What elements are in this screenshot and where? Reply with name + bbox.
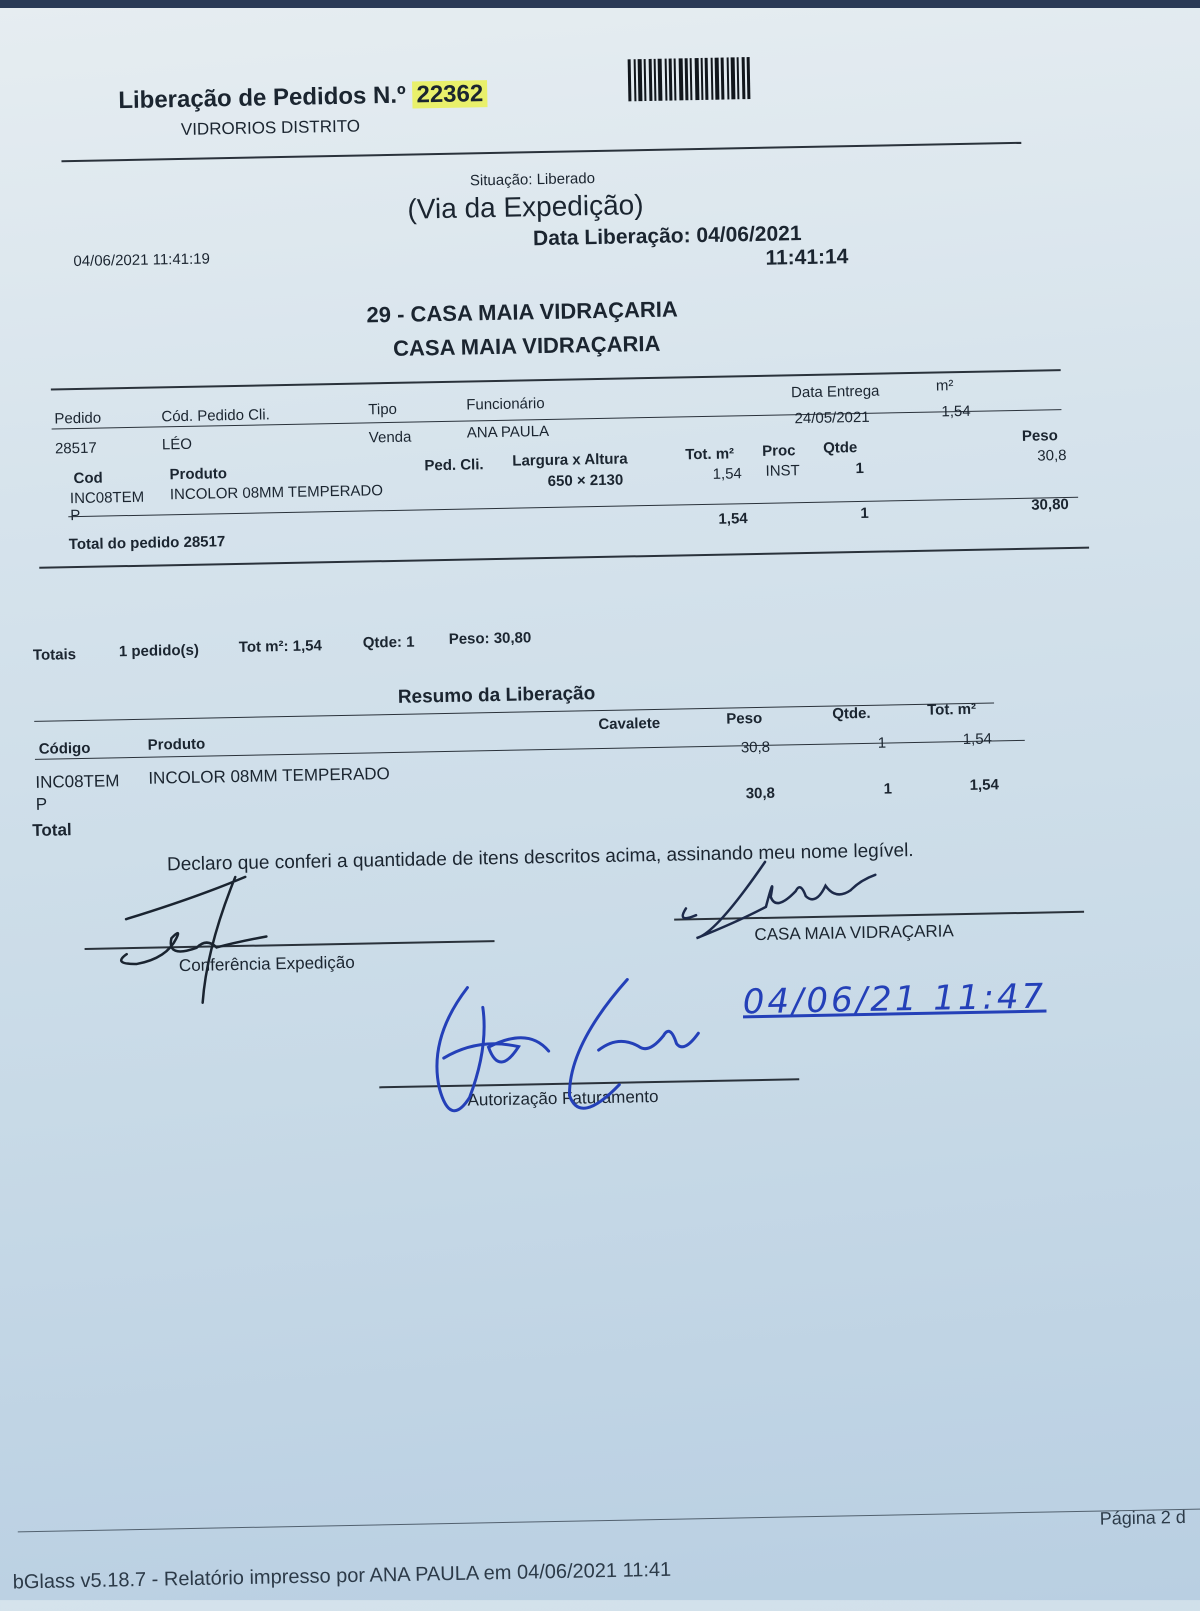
summary-total-tot-m2: 1,54 <box>969 776 999 794</box>
summary-codigo-line1: INC08TEM <box>35 771 120 792</box>
client-name-line2: CASA MAIA VIDRAÇARIA <box>392 330 661 361</box>
item-produto: INCOLOR 08MM TEMPERADO <box>169 482 384 504</box>
row-m2: 1,54 <box>941 402 971 421</box>
item-col-produto: Produto <box>169 465 228 484</box>
summary-qtde: 1 <box>877 734 887 752</box>
row-funcionario: ANA PAULA <box>466 422 550 442</box>
col-m2: m² <box>935 377 954 395</box>
item-cod-line1: INC08TEM <box>69 488 145 508</box>
footer-rule <box>18 1508 1200 1532</box>
summary-col-cavalete: Cavalete <box>598 714 661 734</box>
row-data-entrega: 24/05/2021 <box>794 408 870 428</box>
item-col-tot-m2: Tot. m² <box>685 445 735 464</box>
summary-codigo-line2: P <box>35 794 48 814</box>
client-name-line1: 29 - CASA MAIA VIDRAÇARIA <box>366 296 678 328</box>
col-cod-pedido-cli: Cód. Pedido Cli. <box>161 406 270 426</box>
summary-col-tot-m2: Tot. m² <box>927 700 977 719</box>
faturamento-signature-scribble <box>407 973 730 1139</box>
item-qtde: 1 <box>855 459 865 478</box>
faturamento-label: Autorização Faturamento <box>467 1086 659 1110</box>
summary-produto: INCOLOR 08MM TEMPERADO <box>148 764 390 788</box>
item-col-cod: Cod <box>73 469 103 488</box>
summary-total-label: Total <box>32 820 72 840</box>
conferencia-label: Conferência Expedição <box>178 952 355 976</box>
summary-tot-m2: 1,54 <box>962 730 993 749</box>
barcode <box>628 56 794 101</box>
conferencia-signature-scribble <box>105 866 308 1010</box>
summary-col-peso: Peso <box>726 709 763 728</box>
totals-tot-m2: Tot m²: 1,54 <box>238 637 323 656</box>
summary-peso: 30,8 <box>740 738 771 757</box>
totals-pedidos: 1 pedido(s) <box>118 641 200 661</box>
item-col-largura-altura: Largura x Altura <box>512 450 628 470</box>
release-date: Data Liberação: 04/06/2021 <box>532 222 802 251</box>
page-number: Página 2 d <box>1099 1506 1186 1529</box>
handwritten-date: 04/06/21 11:47 <box>742 976 1047 1023</box>
summary-total-qtde: 1 <box>883 780 893 798</box>
order-total-qtde: 1 <box>860 504 869 522</box>
item-dimensions: 650 × 2130 <box>547 471 624 490</box>
item-col-peso: Peso <box>1021 427 1058 445</box>
order-total-peso: 30,80 <box>1031 495 1069 514</box>
copy-label: (Via da Expedição) <box>407 189 644 225</box>
summary-total-peso: 30,8 <box>745 784 776 803</box>
item-proc: INST <box>765 462 800 480</box>
item-tot-m2: 1,54 <box>712 465 742 483</box>
item-col-proc: Proc <box>762 442 796 460</box>
row-pedido: 28517 <box>54 439 97 458</box>
totals-label: Totais <box>32 646 77 664</box>
title-text: Liberação de Pedidos N.º <box>118 81 407 115</box>
order-total-m2: 1,54 <box>718 510 748 528</box>
summary-col-produto: Produto <box>147 735 206 754</box>
order-table-top-rule <box>51 369 1061 390</box>
totals-qtde: Qtde: 1 <box>362 633 415 652</box>
footer-printed-by: bGlass v5.18.7 - Relatório impresso por ANA PAULA em 04/06/2021 11:41 <box>12 1558 672 1594</box>
row-cod-pedido-cli: LÉO <box>161 435 193 454</box>
release-time: 11:41:14 <box>765 245 849 270</box>
summary-title: Resumo da Liberação <box>397 683 596 708</box>
col-funcionario: Funcionário <box>466 395 545 414</box>
summary-col-qtde: Qtde. <box>832 704 871 723</box>
order-number: 22362 <box>412 80 487 108</box>
company-name: VIDRORIOS DISTRITO <box>180 116 361 139</box>
item-col-qtde: Qtde <box>822 439 858 457</box>
cliente-signature-scribble <box>675 849 917 954</box>
item-peso: 30,8 <box>1037 447 1067 465</box>
summary-col-codigo: Código <box>38 739 91 758</box>
col-data-entrega: Data Entrega <box>790 382 880 402</box>
declaration-text: Declaro que conferi a quantidade de itens descritos acima, assinando meu nome legível. <box>166 840 914 876</box>
col-tipo: Tipo <box>368 400 398 419</box>
document-title <box>118 80 487 115</box>
col-pedido: Pedido <box>54 409 102 428</box>
print-datetime: 04/06/2021 11:41:19 <box>73 250 211 271</box>
cliente-label: CASA MAIA VIDRAÇARIA <box>754 921 954 945</box>
order-total-label: Total do pedido 28517 <box>68 533 226 554</box>
header-divider <box>61 142 1021 162</box>
status-text: Situação: Liberado <box>469 170 596 190</box>
totals-peso: Peso: 30,80 <box>448 629 532 648</box>
item-col-ped-cli: Ped. Cli. <box>424 456 484 475</box>
row-tipo: Venda <box>368 428 412 447</box>
